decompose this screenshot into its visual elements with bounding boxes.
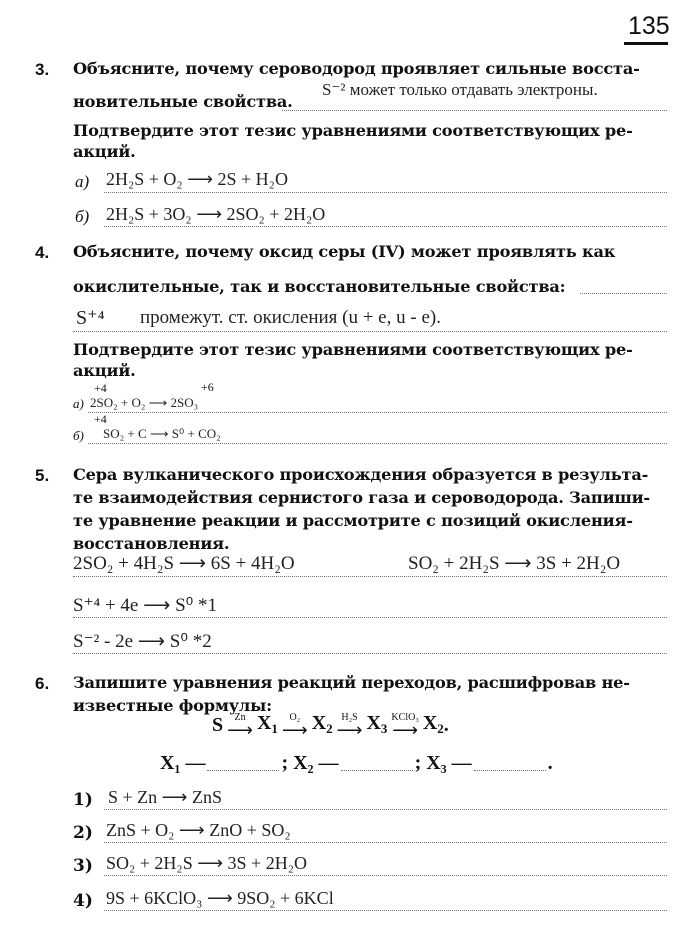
x1-label: X₁ — [160,752,206,774]
question-number: 5. [35,466,50,485]
answer-line [282,110,667,111]
question-text: Подтвердите этот тезис уравнениями соответствующих ре- [73,121,633,140]
answer-text[interactable]: 2H₂S + 3O₂ ⟶ 2SO₂ + 2H₂O [106,204,326,224]
answer-text[interactable]: 2SO₂ + O₂ ⟶ 2SO₃ [90,395,199,410]
chain-arrow [281,712,308,740]
item-label: а) [73,396,84,411]
item-label: 2) [73,823,93,843]
answer-line [73,576,667,577]
row-end: . [547,752,553,774]
question-text: Подтвердите этот тезис уравнениями соответствующих ре- [73,340,633,359]
question-text: акций. [73,142,136,161]
answer-line [73,617,667,618]
reagent-label: H₂S [341,712,358,723]
answer-line [104,910,667,911]
question-number: 3. [35,60,50,79]
answer-text[interactable]: промежут. ст. окисления (u + e, u - e). [140,307,441,328]
oxidation-state: +6 [201,380,214,394]
answer-text[interactable]: 9S + 6KClO₃ ⟶ 9SO₂ + 6KCl [106,888,334,908]
chain-product: $X_3$ [366,712,388,736]
answer-line [73,331,667,332]
answer-text[interactable]: S⁺⁴ + 4e ⟶ S⁰ *1 [73,595,218,616]
question-text: Запишите уравнения реакций переходов, расшифровав не- [73,673,630,692]
x-definition-row [160,752,553,775]
chain-arrow [227,712,253,740]
answer-text[interactable]: S⁺⁴ [76,307,105,329]
oxidation-state: +4 [94,381,107,395]
chain-arrow [336,712,363,740]
answer-line [88,443,667,444]
answer-line [104,842,667,843]
question-text: акций. [73,361,136,380]
chain-end: . [443,714,449,736]
item-label: 3) [73,856,93,876]
question-text: те уравнение реакции и рассмотрите с позиций окисления- [73,511,633,530]
chain-product: $X_2$ [311,712,333,736]
question-text: те взаимодействия сернистого газа и сероводорода. Запиши- [73,488,650,507]
answer-text[interactable]: SO₂ + 2H₂S ⟶ 3S + 2H₂O [408,553,621,574]
question-text: Объясните, почему оксид серы (IV) может проявлять как [73,242,616,261]
answer-text[interactable]: S⁻² может только отдавать электроны. [322,80,598,99]
transformation-chain [212,712,449,740]
question-number: 4. [35,243,50,262]
answer-text[interactable]: 2SO₂ + 4H₂S ⟶ 6S + 4H₂O [73,553,295,574]
answer-line [104,809,667,810]
answer-text[interactable]: 2H₂S + O₂ ⟶ 2S + H₂O [106,169,288,189]
question-text: Сера вулканического происхождения образуется в результа- [73,465,649,484]
page-number: 135 [628,12,670,40]
reagent-label: KClO₃ [391,712,419,723]
reagent-label: Zn [234,712,246,723]
question-text: окислительные, так и восстановительные свойства: [73,277,566,296]
answer-line [104,226,667,227]
chain-start: S [212,714,224,736]
answer-line [580,293,667,294]
answer-text[interactable]: ZnS + O₂ ⟶ ZnO + SO₂ [106,820,291,840]
arrow-icon: ⟶ [281,720,308,740]
answer-text[interactable]: SO₂ + 2H₂S ⟶ 3S + 2H₂O [106,853,307,873]
chain-product: $X_2$ [422,712,444,736]
question-text: Объясните, почему сероводород проявляет сильные восста- [73,59,640,78]
answer-text[interactable]: SO₂ + C ⟶ S⁰ + CO₂ [103,426,221,441]
item-label: 4) [73,891,93,911]
item-label: 1) [73,790,93,810]
chain-arrow [391,712,419,740]
chain-product: $X_1$ [256,712,278,736]
answer-line [88,412,667,413]
item-label: б) [73,428,84,443]
question-text: новительные свойства. [73,92,293,111]
item-label: а) [75,172,90,191]
x3-label: ; X₃ — [414,752,472,774]
oxidation-state: +4 [94,412,107,426]
x1-blank[interactable] [207,770,279,771]
answer-line [104,875,667,876]
answer-line [73,653,667,654]
x2-blank[interactable] [341,770,413,771]
page-number-underline [624,42,668,45]
item-label: б) [75,207,90,226]
answer-text[interactable]: S⁻² - 2e ⟶ S⁰ *2 [73,631,212,652]
x3-blank[interactable] [474,770,546,771]
x2-label: ; X₂ — [281,752,339,774]
arrow-icon: ⟶ [336,720,363,740]
answer-text[interactable]: S + Zn ⟶ ZnS [108,787,222,807]
answer-line [104,192,667,193]
arrow-icon: ⟶ [227,720,253,740]
arrow-icon: ⟶ [392,720,419,740]
reagent-label: O₂ [289,712,301,723]
question-number: 6. [35,674,50,693]
question-text: восстановления. [73,534,230,553]
question-text: известные формулы: [73,696,272,715]
